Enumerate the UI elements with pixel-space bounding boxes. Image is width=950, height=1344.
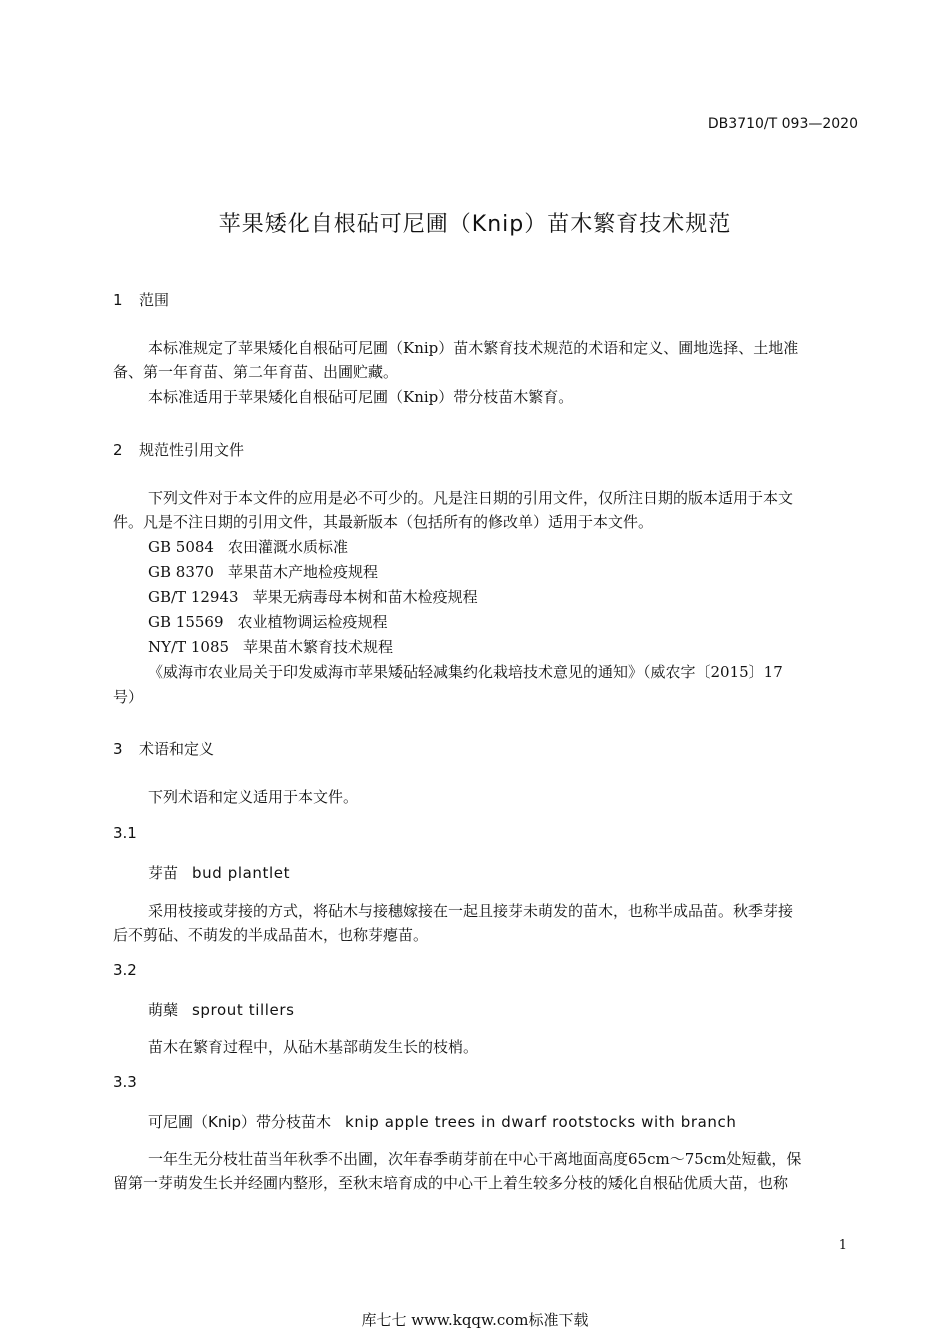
section-title: 范围 <box>139 291 170 309</box>
term-definition-line-2: 留第一芽萌发生长并经圃内整形，至秋末培育成的中心干上着生较多分枝的矮化自根砧优质大苗，也称 <box>113 1174 789 1192</box>
term-en: bud plantlet <box>192 864 291 882</box>
reference-item <box>148 635 393 660</box>
section-title: 术语和定义 <box>139 740 215 758</box>
reference-name: 苹果苗木繁育技术规程 <box>243 638 394 656</box>
section-3-heading <box>113 738 214 759</box>
scope-paragraph-1-line-2: 备、第一年育苗、第二年育苗、出圃贮藏。 <box>113 363 399 381</box>
term-definition-line-1: 采用枝接或芽接的方式，将砧木与接穗嫁接在一起且接芽未萌发的苗木，也称半成品苗。秋季芽接 <box>148 902 794 920</box>
reference-item <box>148 585 478 610</box>
references-paragraph-line-2: 件。凡是不注日期的引用文件，其最新版本（包括所有的修改单）适用于本文件。 <box>113 513 654 531</box>
reference-name: 农田灌溉水质标准 <box>227 538 348 556</box>
reference-name: 农业植物调运检疫规程 <box>237 613 388 631</box>
section-number: 2 <box>113 441 123 459</box>
doc-code: DB3710/T 093—2020 <box>707 116 858 132</box>
term-number: 3.1 <box>113 824 137 842</box>
reference-name: 苹果无病毒母本树和苗木检疫规程 <box>252 588 478 606</box>
term-definition-line-1: 苗木在繁育过程中，从砧木基部萌发生长的枝梢。 <box>148 1038 479 1056</box>
term-heading <box>148 1111 737 1132</box>
reference-code: NY/T 1085 <box>148 638 230 656</box>
term-definition-line-2: 后不剪砧、不萌发的半成品苗木，也称芽瘪苗。 <box>113 926 429 944</box>
reference-item <box>148 535 348 560</box>
term-definition-line-1: 一年生无分枝壮苗当年秋季不出圃，次年春季萌芽前在中心干离地面高度65cm～75cm处短截，保 <box>148 1150 802 1168</box>
term-zh: 芽苗 <box>148 864 179 882</box>
reference-notice-line-1: 《威海市农业局关于印发威海市苹果矮砧轻减集约化栽培技术意见的通知》（威农字〔2015〕17 <box>148 663 783 681</box>
reference-code: GB/T 12943 <box>148 588 239 606</box>
term-en: knip apple trees in dwarf rootstocks with branch <box>345 1113 737 1131</box>
term-heading <box>148 862 290 883</box>
scope-paragraph-2: 本标准适用于苹果矮化自根砧可尼圃（Knip）带分枝苗木繁育。 <box>148 388 574 406</box>
term-zh: 可尼圃（Knip）带分枝苗木 <box>148 1113 332 1131</box>
term-number: 3.2 <box>113 961 137 979</box>
term-en: sprout tillers <box>192 1001 295 1019</box>
footer-watermark: 库七七 www.kqqw.com标准下载 <box>361 1311 589 1329</box>
page-number: 1 <box>838 1238 847 1253</box>
term-heading <box>148 999 295 1020</box>
section-number: 1 <box>113 291 123 309</box>
section-1-heading <box>113 289 169 310</box>
reference-code: GB 15569 <box>148 613 224 631</box>
scope-paragraph-1-line-1: 本标准规定了苹果矮化自根砧可尼圃（Knip）苗木繁育技术规范的术语和定义、圃地选择、土地准 <box>148 339 799 357</box>
reference-name: 苹果苗木产地检疫规程 <box>227 563 378 581</box>
section-title: 规范性引用文件 <box>139 441 245 459</box>
reference-code: GB 8370 <box>148 563 214 581</box>
terms-intro: 下列术语和定义适用于本文件。 <box>148 788 359 806</box>
reference-item <box>148 560 378 585</box>
reference-notice-line-2: 号） <box>113 688 144 706</box>
reference-item <box>148 610 388 635</box>
term-zh: 萌蘖 <box>148 1001 179 1019</box>
section-2-heading <box>113 439 244 460</box>
references-paragraph-line-1: 下列文件对于本文件的应用是必不可少的。凡是注日期的引用文件，仅所注日期的版本适用于本文 <box>148 489 794 507</box>
document-title: 苹果矮化自根砧可尼圃（Knip）苗木繁育技术规范 <box>218 212 732 237</box>
section-number: 3 <box>113 740 123 758</box>
reference-code: GB 5084 <box>148 538 214 556</box>
term-number: 3.3 <box>113 1073 137 1091</box>
